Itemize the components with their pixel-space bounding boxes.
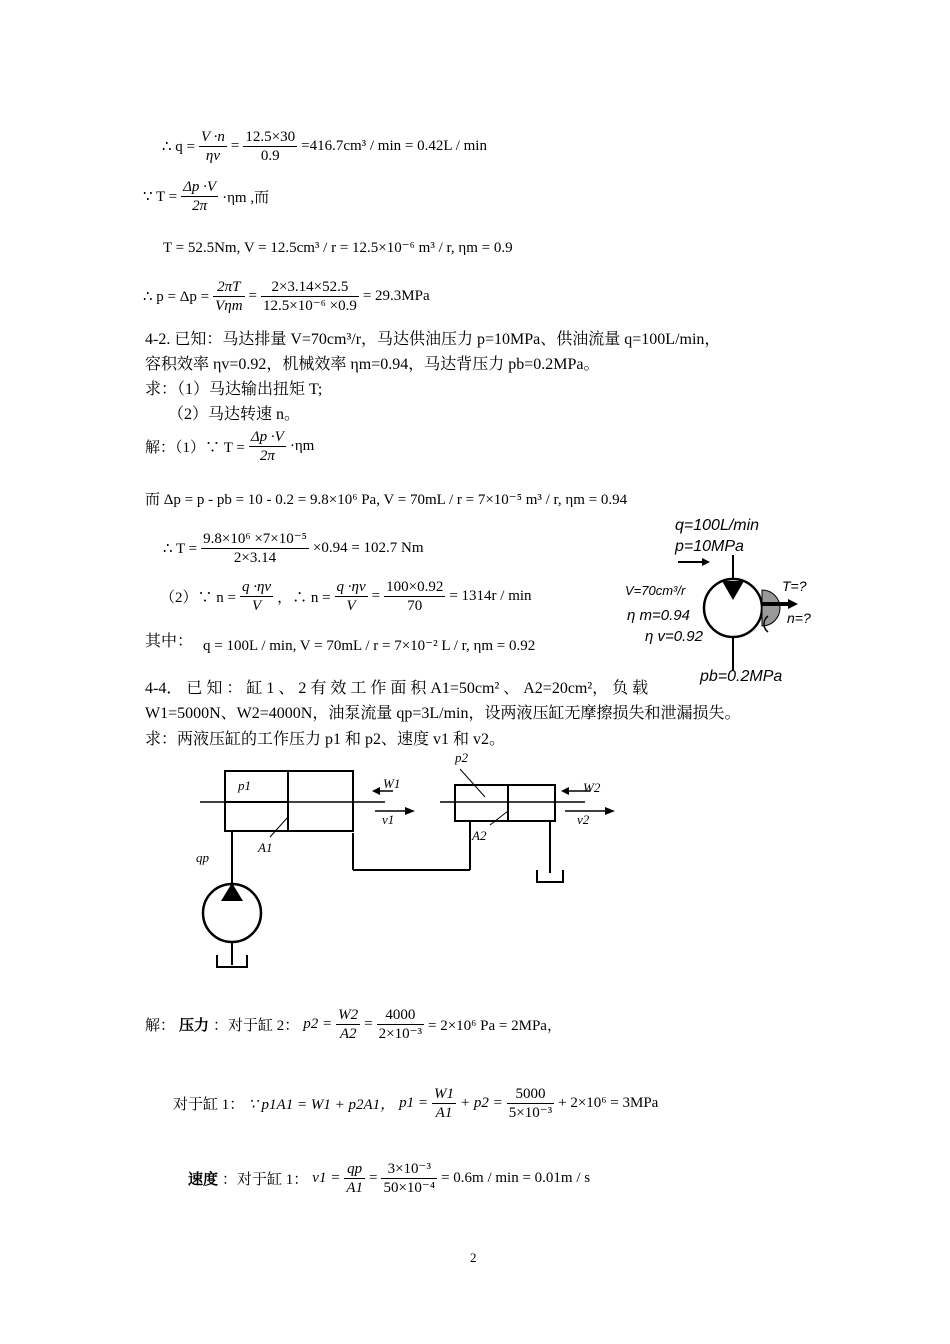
- label-p2: p2: [455, 750, 468, 765]
- eq-lhs: ∵ T =: [143, 189, 178, 205]
- motor-diagram: [660, 550, 830, 690]
- eq-flow-rate: [162, 128, 487, 165]
- solution-4-2-speed: [160, 578, 532, 615]
- problem-4-4-line3: 求：两液压缸的工作压力 p1 和 p2、速度 v1 和 v2。: [145, 731, 506, 748]
- fraction: $\frac{V \cdot n}{\eta v}$: [201, 129, 225, 164]
- cyl1-label: ：对于缸 1：: [222, 1172, 309, 1188]
- fraction: $\frac{\text{3×10⁻³}}{\text{50×10⁻⁴}}$: [383, 1161, 436, 1196]
- eq-sign: =: [364, 1016, 373, 1032]
- force-balance: ∵ p1A1 = W1 + p2A1，: [248, 1097, 396, 1113]
- fraction: $\frac{W2}{A2}$: [338, 1007, 359, 1042]
- fraction: $\frac{\Delta p \cdot V}{2\pi}$: [183, 179, 217, 214]
- page-number: 2: [470, 1250, 477, 1265]
- solution-pressure-cyl1: [173, 1085, 658, 1122]
- problem-4-4-line1-text: 4-4． 已 知 ： 缸 1 、 2 有 效 工 作 面 积 A1=50cm² 、 A2=20cm²， 负 载: [145, 680, 649, 697]
- label-v1: v1: [382, 812, 395, 827]
- motor-v-label: V=70cm³/r: [625, 583, 686, 598]
- eq-lhs: p2 =: [303, 1016, 333, 1032]
- eq-rest: = 0.6m / min = 0.01m / s: [441, 1170, 591, 1186]
- label-p1: p1: [238, 778, 251, 793]
- eq-torque-formula: [143, 178, 269, 215]
- cyl2-label: ：对于缸 2：: [213, 1018, 300, 1034]
- eq-rest: = 29.3MPa: [362, 288, 430, 304]
- label-a1: A1: [258, 840, 273, 855]
- where-equation: q = 100L / min, V = 70mL / r = 7×10⁻² L / r, ηm = 0.92: [203, 638, 536, 654]
- label-v2: v2: [577, 812, 590, 827]
- solution-label: 解：: [145, 1018, 176, 1034]
- eq-lhs: ∴ q =: [162, 139, 196, 155]
- motor-pb-label: pb=0.2MPa: [700, 668, 783, 685]
- eq-mid: ，∴ n =: [277, 590, 331, 606]
- cyl1-label: 对于缸 1：: [173, 1097, 245, 1113]
- eq-given-values: T = 52.5Nm, V = 12.5cm³ / r = 12.5×10⁻⁶ m³ / r, ηm = 0.9: [163, 240, 513, 256]
- eq-rest: ×0.94 = 102.7 Nm: [312, 540, 424, 556]
- fraction: $\frac{2\pi T}{\text{Vηm}}$: [215, 279, 243, 314]
- problem-4-2-line2: 容积效率 ηv=0.92，机械效率 ηm=0.94，马达背压力 pb=0.2MPa。: [145, 356, 600, 373]
- motor-t-label: T=?: [782, 578, 807, 594]
- problem-4-2-line3: 求：（1）马达输出扭矩 T;: [145, 381, 323, 398]
- eq-rest: + 2×10⁶ = 3MPa: [558, 1095, 659, 1111]
- solution-4-2-torque-formula: [145, 428, 314, 465]
- eq-rest: ·ηm: [289, 438, 315, 454]
- motor-n-label: n=?: [787, 610, 811, 626]
- eq-mid: + p2 =: [460, 1095, 503, 1111]
- solution-pressure-cyl2: [145, 1006, 562, 1043]
- eq-rest: ·ηm ,而: [222, 190, 270, 206]
- fraction: $\frac{\Delta p \cdot V}{2\pi}$: [250, 429, 284, 464]
- solution-4-2-torque: [163, 530, 424, 567]
- eq-lhs: 解：（1）∵ T =: [145, 440, 245, 456]
- label-a2: A2: [472, 828, 487, 843]
- eq-pressure: [143, 278, 430, 315]
- fraction: $\frac{qp}{A1}$: [346, 1161, 363, 1196]
- fraction: $\frac{W1}{A1}$: [434, 1086, 454, 1121]
- eq-lhs: ∴ T =: [163, 541, 198, 557]
- eq-rest: =416.7cm³ / min = 0.42L / min: [301, 138, 487, 154]
- fraction: $\frac{12.5\times 30}{0.9}$: [245, 129, 296, 164]
- pressure-heading: 压力: [179, 1018, 210, 1034]
- motor-etam-label: η m=0.94: [627, 607, 690, 624]
- eq-lhs: p1 =: [399, 1095, 428, 1111]
- solution-4-2-delta-p: 而 Δp = p - pb = 10 - 0.2 = 9.8×10⁶ Pa, V = 70mL / r = 7×10⁻⁵ m³ / r, ηm = 0.94: [145, 492, 628, 508]
- eq-sign: =: [230, 138, 240, 154]
- eq-sign: =: [368, 1170, 378, 1186]
- cylinder-circuit-diagram: [195, 755, 635, 980]
- eq-sign: =: [248, 288, 258, 304]
- speed-heading: 速度: [188, 1172, 219, 1188]
- eq-rest: = 2×10⁶ Pa = 2MPa，: [428, 1018, 562, 1034]
- motor-etav-label: η v=0.92: [645, 628, 703, 645]
- problem-4-4-line1: [145, 675, 805, 698]
- fraction: $\frac{2\times 3.14\times 52.5}{\text{12.5×10⁻⁶ ×0.9}}$: [263, 279, 357, 314]
- motor-p-label: p=10MPa: [675, 538, 744, 555]
- eq-lhs: ∴ p = Δp =: [143, 289, 210, 305]
- problem-4-2-line1: 4-2. 已知：马达排量 V=70cm³/r，马达供油压力 p=10MPa、供油流量 q=100L/min，: [145, 331, 721, 348]
- fraction: $\frac{q \cdot\eta v}{V}$: [336, 579, 366, 614]
- eq-lhs: v1 =: [312, 1170, 341, 1186]
- problem-4-2-line4: （2）马达转速 n。: [168, 406, 301, 423]
- label-qp: qp: [196, 850, 209, 865]
- solution-speed-cyl1: [188, 1160, 590, 1197]
- label-w2: W2: [583, 780, 601, 795]
- problem-4-4-line2: W1=5000N、W2=4000N，油泵流量 qp=3L/min，设两液压缸无摩擦损失和泄漏损失。: [145, 705, 741, 722]
- eq-rest: = 1314r / min: [449, 588, 532, 604]
- fraction: $\frac{\text{9.8×10⁶ ×7×10⁻⁵}}{2\times 3.14}$: [203, 531, 307, 566]
- fraction: $\frac{100\times 0.92}{70}$: [386, 579, 444, 614]
- fraction: $\frac{q \cdot\eta v}{V}$: [241, 579, 272, 614]
- eq-sign: =: [371, 588, 381, 604]
- motor-q-label: q=100L/min: [675, 517, 760, 534]
- where-label: 其中：: [145, 633, 194, 650]
- eq-lhs: （2）∵ n =: [160, 590, 236, 606]
- fraction: $\frac{4000}{\text{2×10⁻³}}$: [378, 1007, 423, 1042]
- label-w1: W1: [383, 776, 401, 791]
- fraction: $\frac{5000}{\text{5×10⁻³}}$: [508, 1086, 553, 1121]
